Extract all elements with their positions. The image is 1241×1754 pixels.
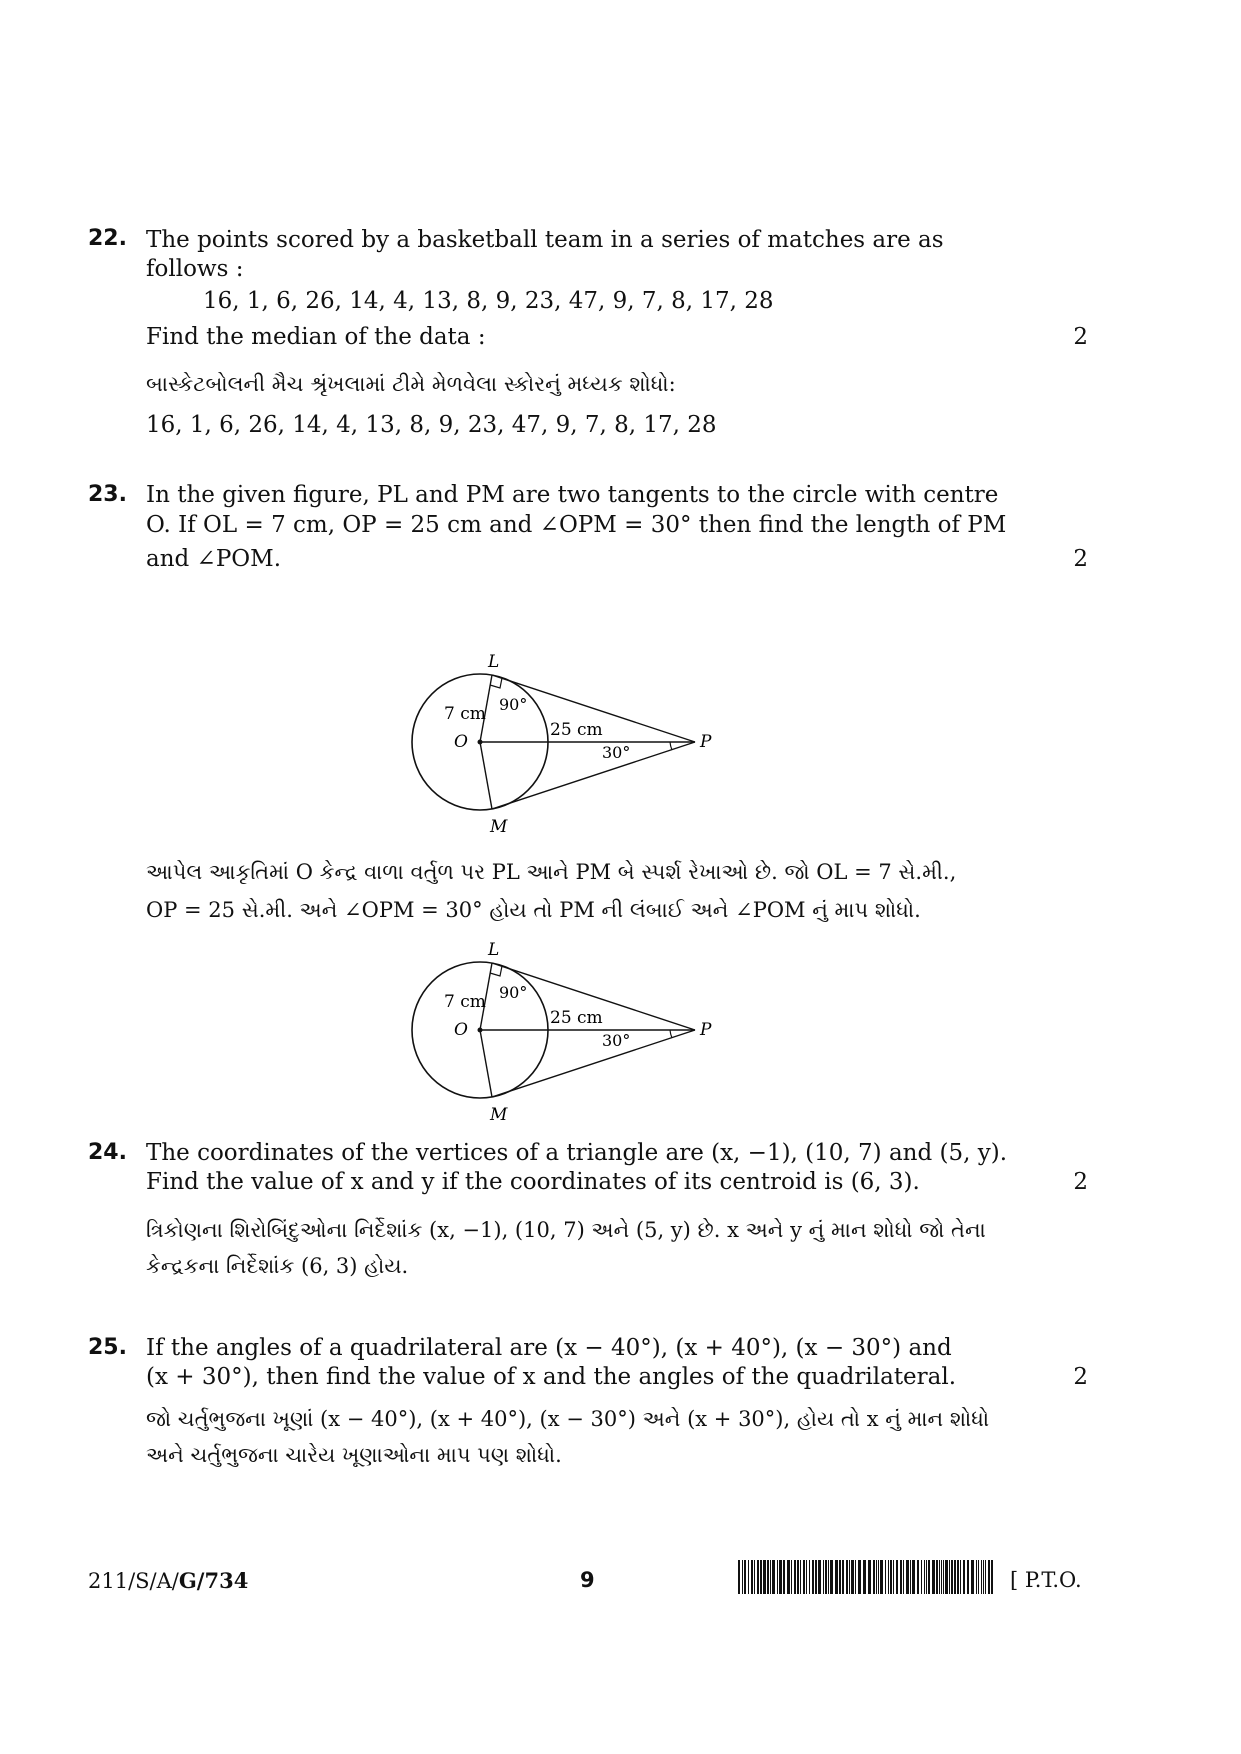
barcode-bar <box>828 1560 829 1594</box>
gujarati-line-2: અને ચર્તુભુજના ચારેય ખૂણાઓના માપ પણ શોધો. <box>146 1443 562 1467</box>
gujarati-line-2: કેન્દ્રકના નિર્દેશાંક (6, 3) હોય. <box>146 1254 409 1278</box>
barcode-bar <box>876 1560 877 1594</box>
barcode-bar <box>976 1560 977 1594</box>
barcode-bar <box>803 1560 805 1594</box>
question-line-1: If the angles of a quadrilateral are (x − 40°), (x + 40°), (x − 30°) and <box>146 1335 952 1361</box>
barcode-bar <box>903 1560 904 1594</box>
barcode-bar <box>954 1560 956 1594</box>
op-length-label: 25 cm <box>550 1008 603 1028</box>
barcode-bar <box>936 1560 938 1594</box>
barcode-bar <box>849 1560 850 1594</box>
gujarati-data-values: 16, 1, 6, 26, 14, 4, 13, 8, 9, 23, 47, 9, 7, 8, 17, 28 <box>146 412 717 438</box>
barcode-bar <box>873 1560 875 1594</box>
barcode-bar <box>763 1560 766 1594</box>
barcode-bar <box>890 1560 892 1594</box>
right-angle-label: 90° <box>499 983 528 1002</box>
barcode-bar <box>991 1560 993 1594</box>
centre-dot <box>478 1028 483 1033</box>
barcode-bar <box>880 1560 883 1594</box>
label-l: L <box>488 940 500 960</box>
tangent-pm <box>492 742 695 809</box>
barcode-bar <box>967 1560 969 1594</box>
barcode-bar <box>777 1560 778 1594</box>
barcode-bar <box>951 1560 953 1594</box>
barcode-bar <box>971 1560 974 1594</box>
barcode-bar <box>809 1560 810 1594</box>
right-angle-label: 90° <box>499 695 528 714</box>
barcode-bar <box>878 1560 879 1594</box>
barcode-bar <box>842 1560 844 1594</box>
barcode-bar <box>806 1560 807 1594</box>
barcode-bar <box>797 1560 799 1594</box>
question-22 <box>88 226 1088 446</box>
barcode-bar <box>949 1560 950 1594</box>
barcode-bar <box>988 1560 990 1594</box>
label-l: L <box>488 652 500 672</box>
question-25 <box>88 1335 1088 1505</box>
centre-dot <box>478 740 483 745</box>
barcode-bar <box>738 1560 740 1594</box>
barcode-bar <box>751 1560 753 1594</box>
angle-label: 30° <box>602 743 631 762</box>
label-m: M <box>490 1105 508 1125</box>
paper-code <box>88 1568 248 1593</box>
barcode-bar <box>943 1560 944 1594</box>
barcode-bar <box>985 1560 986 1594</box>
barcode-bar <box>893 1560 894 1594</box>
radius-om <box>480 742 492 809</box>
barcode-bar <box>760 1560 762 1594</box>
question-stem: The points scored by a basketball team in a series of matches are as follows : <box>146 227 944 282</box>
barcode-bar <box>928 1560 930 1594</box>
barcode-bar <box>812 1560 814 1594</box>
barcode-bar <box>957 1560 959 1594</box>
barcode-bar <box>926 1560 927 1594</box>
label-o: O <box>454 1020 468 1040</box>
question-number: 25. <box>88 1335 127 1360</box>
barcode-bar <box>917 1560 919 1594</box>
data-values: 16, 1, 6, 26, 14, 4, 13, 8, 9, 23, 47, 9, 7, 8, 17, 28 <box>203 288 774 314</box>
marks: 2 <box>1073 546 1088 572</box>
barcode-bar <box>839 1560 841 1594</box>
barcode-bar <box>978 1560 979 1594</box>
barcode-bar <box>932 1560 935 1594</box>
barcode-bar <box>983 1560 984 1594</box>
barcode-bar <box>794 1560 796 1594</box>
barcode-bar <box>960 1560 961 1594</box>
barcode-bar <box>830 1560 833 1594</box>
gujarati-text: બાસ્કેટબોલની મૈચ શ્રૃંખલામાં ટીમે મેળવેલા સ્કોરનું મધ્યક શોધો: <box>146 372 676 396</box>
barcode-bar <box>754 1560 755 1594</box>
barcode-bar <box>900 1560 902 1594</box>
op-length-label: 25 cm <box>550 720 603 740</box>
marks: 2 <box>1073 1169 1088 1195</box>
barcode-bar <box>855 1560 856 1594</box>
label-m: M <box>490 817 508 837</box>
barcode-bar <box>800 1560 801 1594</box>
barcode-bar <box>744 1560 746 1594</box>
tangent-figure-gujarati <box>400 938 730 1128</box>
barcode-bar <box>772 1560 775 1594</box>
barcode-bar <box>885 1560 886 1594</box>
label-p: P <box>700 1020 712 1040</box>
question-line-2: O. If OL = 7 cm, OP = 25 cm and ∠OPM = 30° then find the length of PM <box>146 512 1007 538</box>
barcode-bar <box>924 1560 925 1594</box>
gujarati-line-1: ત્રિકોણના શિરોબિંદુઓના નિર્દેશાંક (x, −1), (10, 7) અને (5, y) છે. x અને y નું માન શોધો જો તેના <box>146 1218 986 1242</box>
tangent-pm <box>492 1030 695 1097</box>
barcode-bar <box>825 1560 827 1594</box>
page-number: 9 <box>580 1568 595 1592</box>
question-line-2: Find the value of x and y if the coordinates of its centroid is (6, 3). <box>146 1169 920 1195</box>
barcode-bar <box>963 1560 965 1594</box>
barcode-bar <box>941 1560 942 1594</box>
barcode-bar <box>846 1560 848 1594</box>
question-line-2: (x + 30°), then find the value of x and the angles of the quadrilateral. <box>146 1364 957 1390</box>
paper-code-bold: G/734 <box>178 1568 249 1593</box>
barcode-bar <box>888 1560 889 1594</box>
barcode <box>738 1560 998 1594</box>
barcode-bar <box>858 1560 861 1594</box>
marks: 2 <box>1073 324 1088 350</box>
barcode-bar <box>981 1560 982 1594</box>
barcode-bar <box>912 1560 915 1594</box>
barcode-bar <box>757 1560 759 1594</box>
barcode-bar <box>868 1560 871 1594</box>
angle-arc <box>670 742 672 750</box>
gujarati-line-2: OP = 25 સે.મી. અને ∠OPM = 30° હોય તો PM ની લંબાઈ અને ∠POM નું માપ શોધો. <box>146 898 921 922</box>
barcode-bar <box>910 1560 911 1594</box>
angle-arc <box>670 1030 672 1038</box>
label-p: P <box>700 732 712 752</box>
question-number: 23. <box>88 482 127 507</box>
barcode-bar <box>787 1560 790 1594</box>
barcode-bar <box>783 1560 785 1594</box>
question-number: 22. <box>88 226 127 251</box>
gujarati-line-1: આપેલ આકૃતિમાં O કેન્દ્ર વાળા વર્તુળ પર PL આને PM બે સ્પર્શ રેખાઓ છે. જો OL = 7 સે.મી., <box>146 860 957 884</box>
barcode-bar <box>748 1560 749 1594</box>
question-line-1: The coordinates of the vertices of a triangle are (x, −1), (10, 7) and (5, y). <box>146 1140 1008 1166</box>
barcode-bar <box>742 1560 743 1594</box>
paper-code-prefix: 211/S/A/ <box>88 1569 179 1593</box>
gujarati-line-1: જો ચર્તુભુજના ખૂણાં (x − 40°), (x + 40°), (x − 30°) અને (x + 30°), હોય તો x નું માન શોધો <box>146 1407 990 1431</box>
barcode-bar <box>779 1560 782 1594</box>
barcode-bar <box>851 1560 854 1594</box>
barcode-bar <box>939 1560 940 1594</box>
question-line-3: and ∠POM. <box>146 546 282 572</box>
question-number: 24. <box>88 1140 127 1165</box>
barcode-bar <box>818 1560 821 1594</box>
question-task: Find the median of the data : <box>146 324 486 350</box>
pto-label: [ P.T.O. <box>1010 1568 1082 1592</box>
radius-label: 7 cm <box>444 704 486 724</box>
marks: 2 <box>1073 1364 1088 1390</box>
barcode-bar <box>945 1560 948 1594</box>
label-o: O <box>454 732 468 752</box>
radius-label: 7 cm <box>444 992 486 1012</box>
radius-om <box>480 1030 492 1097</box>
tangent-figure <box>400 650 730 840</box>
barcode-bar <box>823 1560 824 1594</box>
barcode-bar <box>767 1560 769 1594</box>
barcode-bar <box>815 1560 817 1594</box>
angle-label: 30° <box>602 1031 631 1050</box>
barcode-bar <box>896 1560 898 1594</box>
barcode-bar <box>835 1560 838 1594</box>
barcode-bar <box>863 1560 866 1594</box>
barcode-bar <box>791 1560 792 1594</box>
barcode-bar <box>906 1560 909 1594</box>
barcode-bar <box>770 1560 771 1594</box>
question-line-1: In the given figure, PL and PM are two tangents to the circle with centre <box>146 482 999 508</box>
question-24 <box>88 1140 1088 1310</box>
barcode-bar <box>921 1560 922 1594</box>
